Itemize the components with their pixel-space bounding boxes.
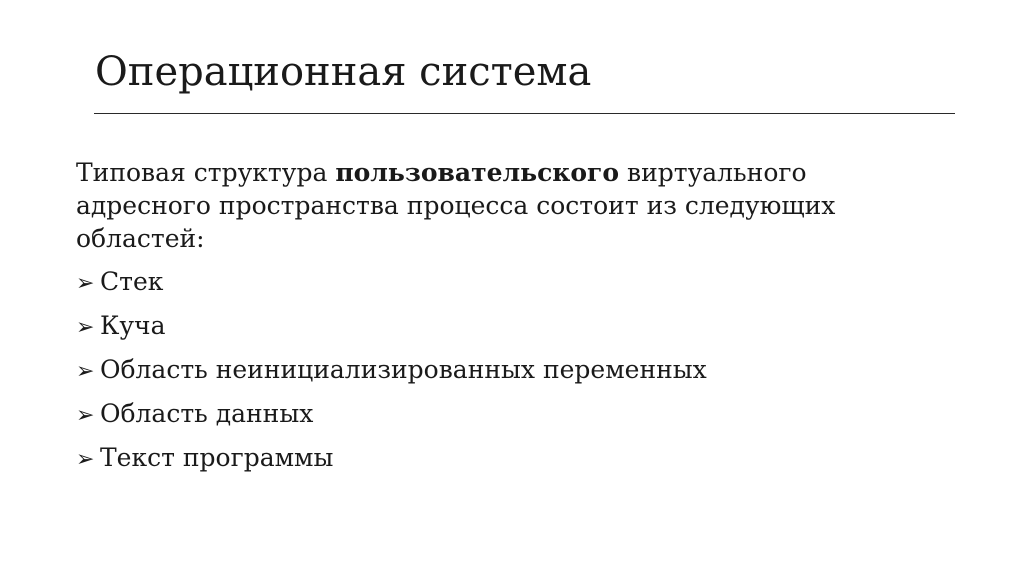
arrow-bullet-icon: ➢	[76, 315, 95, 340]
slide-body	[76, 156, 896, 485]
arrow-bullet-icon: ➢	[76, 359, 95, 384]
list-item-text: Текст программы	[100, 443, 334, 472]
intro-text-before: Типовая структура	[76, 158, 336, 187]
arrow-bullet-icon: ➢	[76, 403, 95, 428]
arrow-bullet-icon: ➢	[76, 447, 95, 472]
list-item-text: Стек	[100, 267, 164, 296]
list-item-text: Область данных	[100, 399, 314, 428]
list-item	[76, 397, 896, 432]
list-item	[76, 441, 896, 476]
slide-title: Операционная система	[95, 49, 592, 95]
list-item-text: Область неинициализированных переменных	[100, 355, 707, 384]
title-divider	[94, 113, 955, 114]
intro-paragraph	[76, 156, 896, 255]
list-item	[76, 353, 896, 388]
list-item-text: Куча	[100, 311, 166, 340]
list-item	[76, 265, 896, 300]
intro-text-bold: пользовательского	[335, 158, 620, 187]
list-item	[76, 309, 896, 344]
bullet-list	[76, 265, 896, 476]
arrow-bullet-icon: ➢	[76, 271, 95, 296]
intro-text-after: виртуального адресного пространства процесса состоит из следующих областей:	[76, 158, 836, 253]
